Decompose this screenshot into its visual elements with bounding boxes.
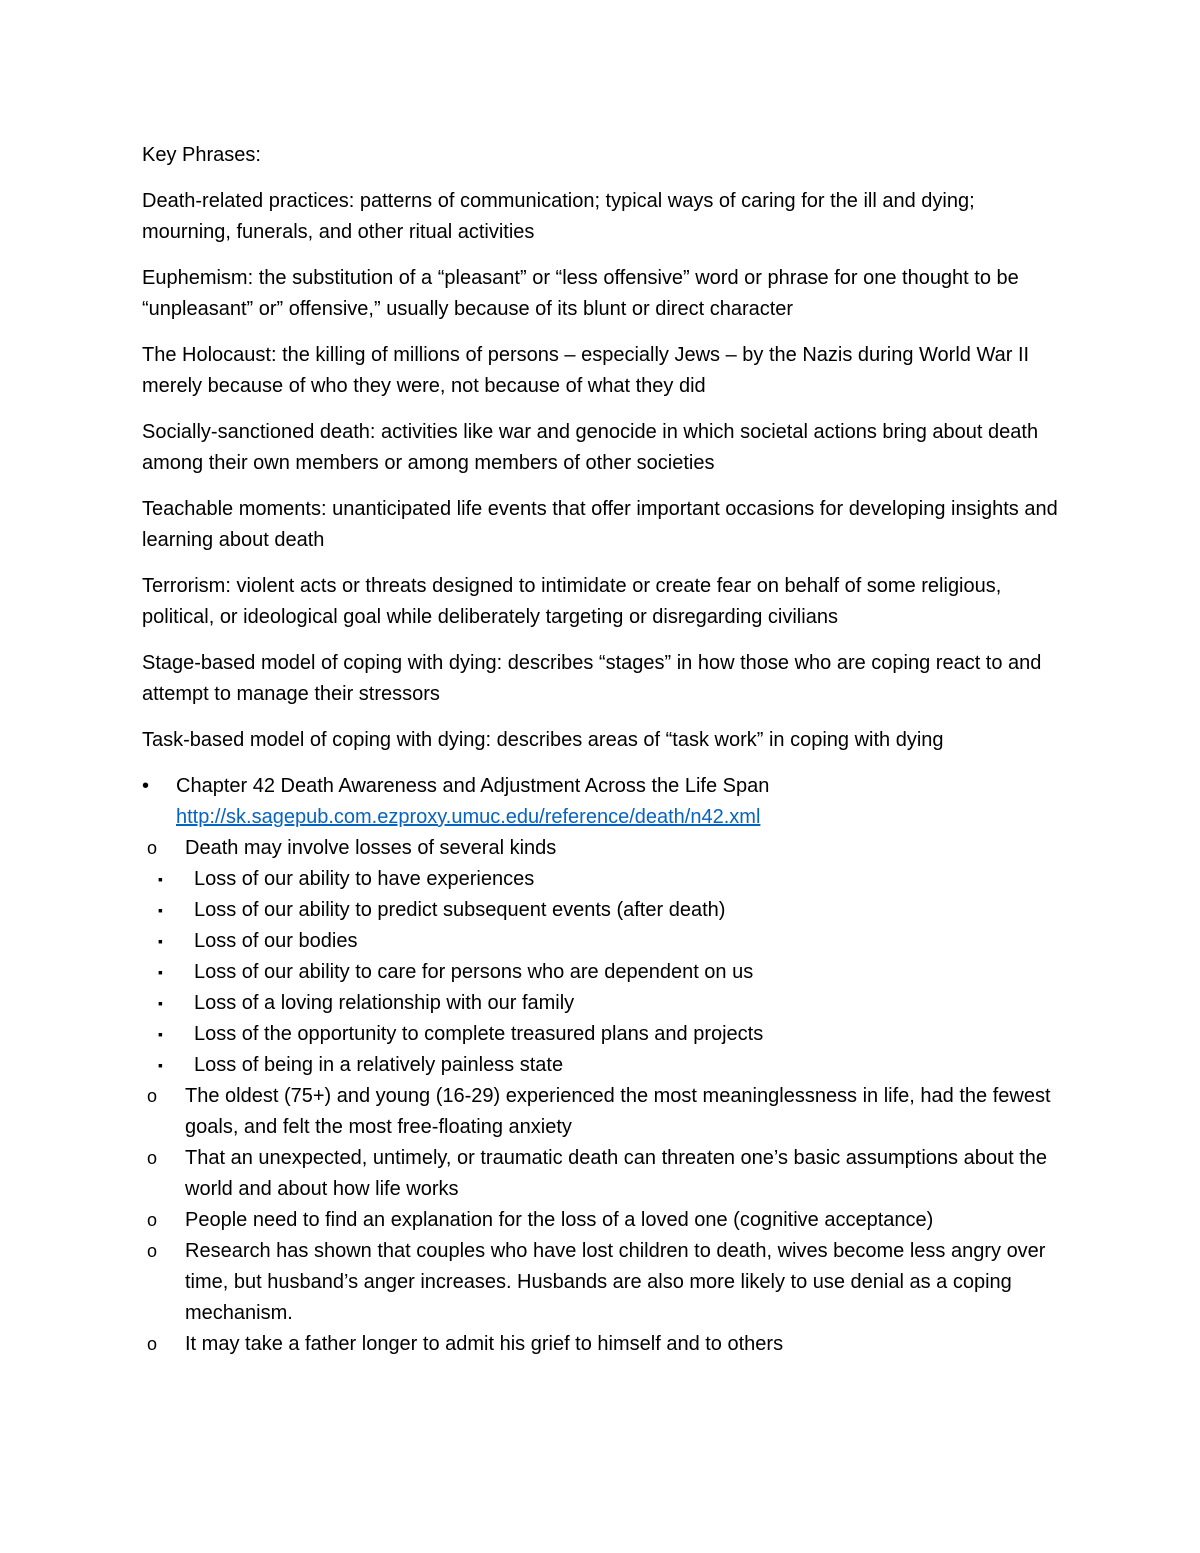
- bullet-circle-icon: o: [147, 1148, 158, 1168]
- bullet-circle-icon: o: [147, 1334, 158, 1354]
- bullet-square-icon: ▪: [158, 902, 163, 918]
- list-item-text: Loss of our ability to predict subsequent events (after death): [194, 899, 726, 921]
- bullet-circle-icon: o: [147, 1241, 158, 1261]
- list-item-text: That an unexpected, untimely, or traumatic death can threaten one’s basic assumptions about the world and about how life works: [185, 1147, 1048, 1200]
- bullet-square-icon: ▪: [158, 933, 163, 949]
- term-definition: Euphemism: the substitution of a “pleasant” or “less offensive” word or phrase for one thought to be “unpleasant” or” offensive,” usually because of its blunt or direct character: [142, 267, 1019, 320]
- term-definition: Socially-sanctioned death: activities like war and genocide in which societal actions bring about death among their own members or among members of other societies: [142, 421, 1039, 474]
- list-item-text: Loss of our ability to have experiences: [194, 868, 535, 890]
- term-definition: Terrorism: violent acts or threats designed to intimidate or create fear on behalf of some religious, political, or ideological goal while deliberately targeting or disregarding civilians: [142, 575, 1002, 628]
- list-item-text: Loss of being in a relatively painless state: [194, 1054, 564, 1076]
- bullet-square-icon: ▪: [158, 1057, 163, 1073]
- list-item-text: Research has shown that couples who have lost children to death, wives become less angry over time, but husband’s anger increases. Husbands are also more likely to use denial as a coping mechanism.: [185, 1240, 1046, 1324]
- list-item-text: Loss of the opportunity to complete treasured plans and projects: [194, 1023, 764, 1045]
- list-item: [142, 957, 1062, 988]
- list-item: [142, 1019, 1062, 1050]
- list-item-text: Loss of a loving relationship with our family: [194, 992, 575, 1014]
- list-item: [142, 1081, 1062, 1143]
- list-item: [142, 895, 1062, 926]
- outline-list: [142, 771, 1062, 1360]
- list-item: [142, 1143, 1062, 1205]
- list-item: [142, 833, 1062, 864]
- list-item: [142, 988, 1062, 1019]
- list-item-text: People need to find an explanation for the loss of a loved one (cognitive acceptance): [185, 1209, 934, 1231]
- document-body: [142, 140, 1062, 1360]
- chapter-link[interactable]: http://sk.sagepub.com.ezproxy.umuc.edu/reference/death/n42.xml: [176, 806, 761, 828]
- bullet-square-icon: ▪: [158, 871, 163, 887]
- term-definition: Teachable moments: unanticipated life events that offer important occasions for developing insights and learning about death: [142, 498, 1058, 551]
- list-item: [142, 1329, 1062, 1360]
- list-item-text: It may take a father longer to admit his grief to himself and to others: [185, 1333, 784, 1355]
- bullet-dot-icon: •: [142, 775, 150, 797]
- list-item-text: Loss of our bodies: [194, 930, 358, 952]
- section-heading: Key Phrases:: [142, 144, 261, 166]
- list-item-text: The oldest (75+) and young (16-29) experienced the most meaninglessness in life, had the fewest goals, and felt the most free-floating anxiety: [185, 1085, 1051, 1138]
- bullet-circle-icon: o: [147, 838, 158, 858]
- list-item: [142, 864, 1062, 895]
- list-item-text: Loss of our ability to care for persons who are dependent on us: [194, 961, 754, 983]
- bullet-square-icon: ▪: [158, 1026, 163, 1042]
- list-item: [142, 1236, 1062, 1329]
- bullet-square-icon: ▪: [158, 995, 163, 1011]
- list-item-text: Death may involve losses of several kinds: [185, 837, 557, 859]
- list-item-chapter: [142, 771, 1062, 833]
- term-definition: Task-based model of coping with dying: describes areas of “task work” in coping with dying: [142, 729, 944, 751]
- bullet-square-icon: ▪: [158, 964, 163, 980]
- list-item: [142, 926, 1062, 957]
- list-item: [142, 1205, 1062, 1236]
- term-definition: Stage-based model of coping with dying: describes “stages” in how those who are coping react to and attempt to manage their stressors: [142, 652, 1042, 705]
- term-definition: Death-related practices: patterns of communication; typical ways of caring for the ill and dying; mourning, funerals, and other ritual activities: [142, 190, 975, 243]
- bullet-circle-icon: o: [147, 1086, 158, 1106]
- list-item: [142, 1050, 1062, 1081]
- term-definition: The Holocaust: the killing of millions of persons – especially Jews – by the Nazis during World War II merely because of who they were, not because of what they did: [142, 344, 1030, 397]
- chapter-title: Chapter 42 Death Awareness and Adjustment Across the Life Span: [176, 775, 770, 797]
- bullet-circle-icon: o: [147, 1210, 158, 1230]
